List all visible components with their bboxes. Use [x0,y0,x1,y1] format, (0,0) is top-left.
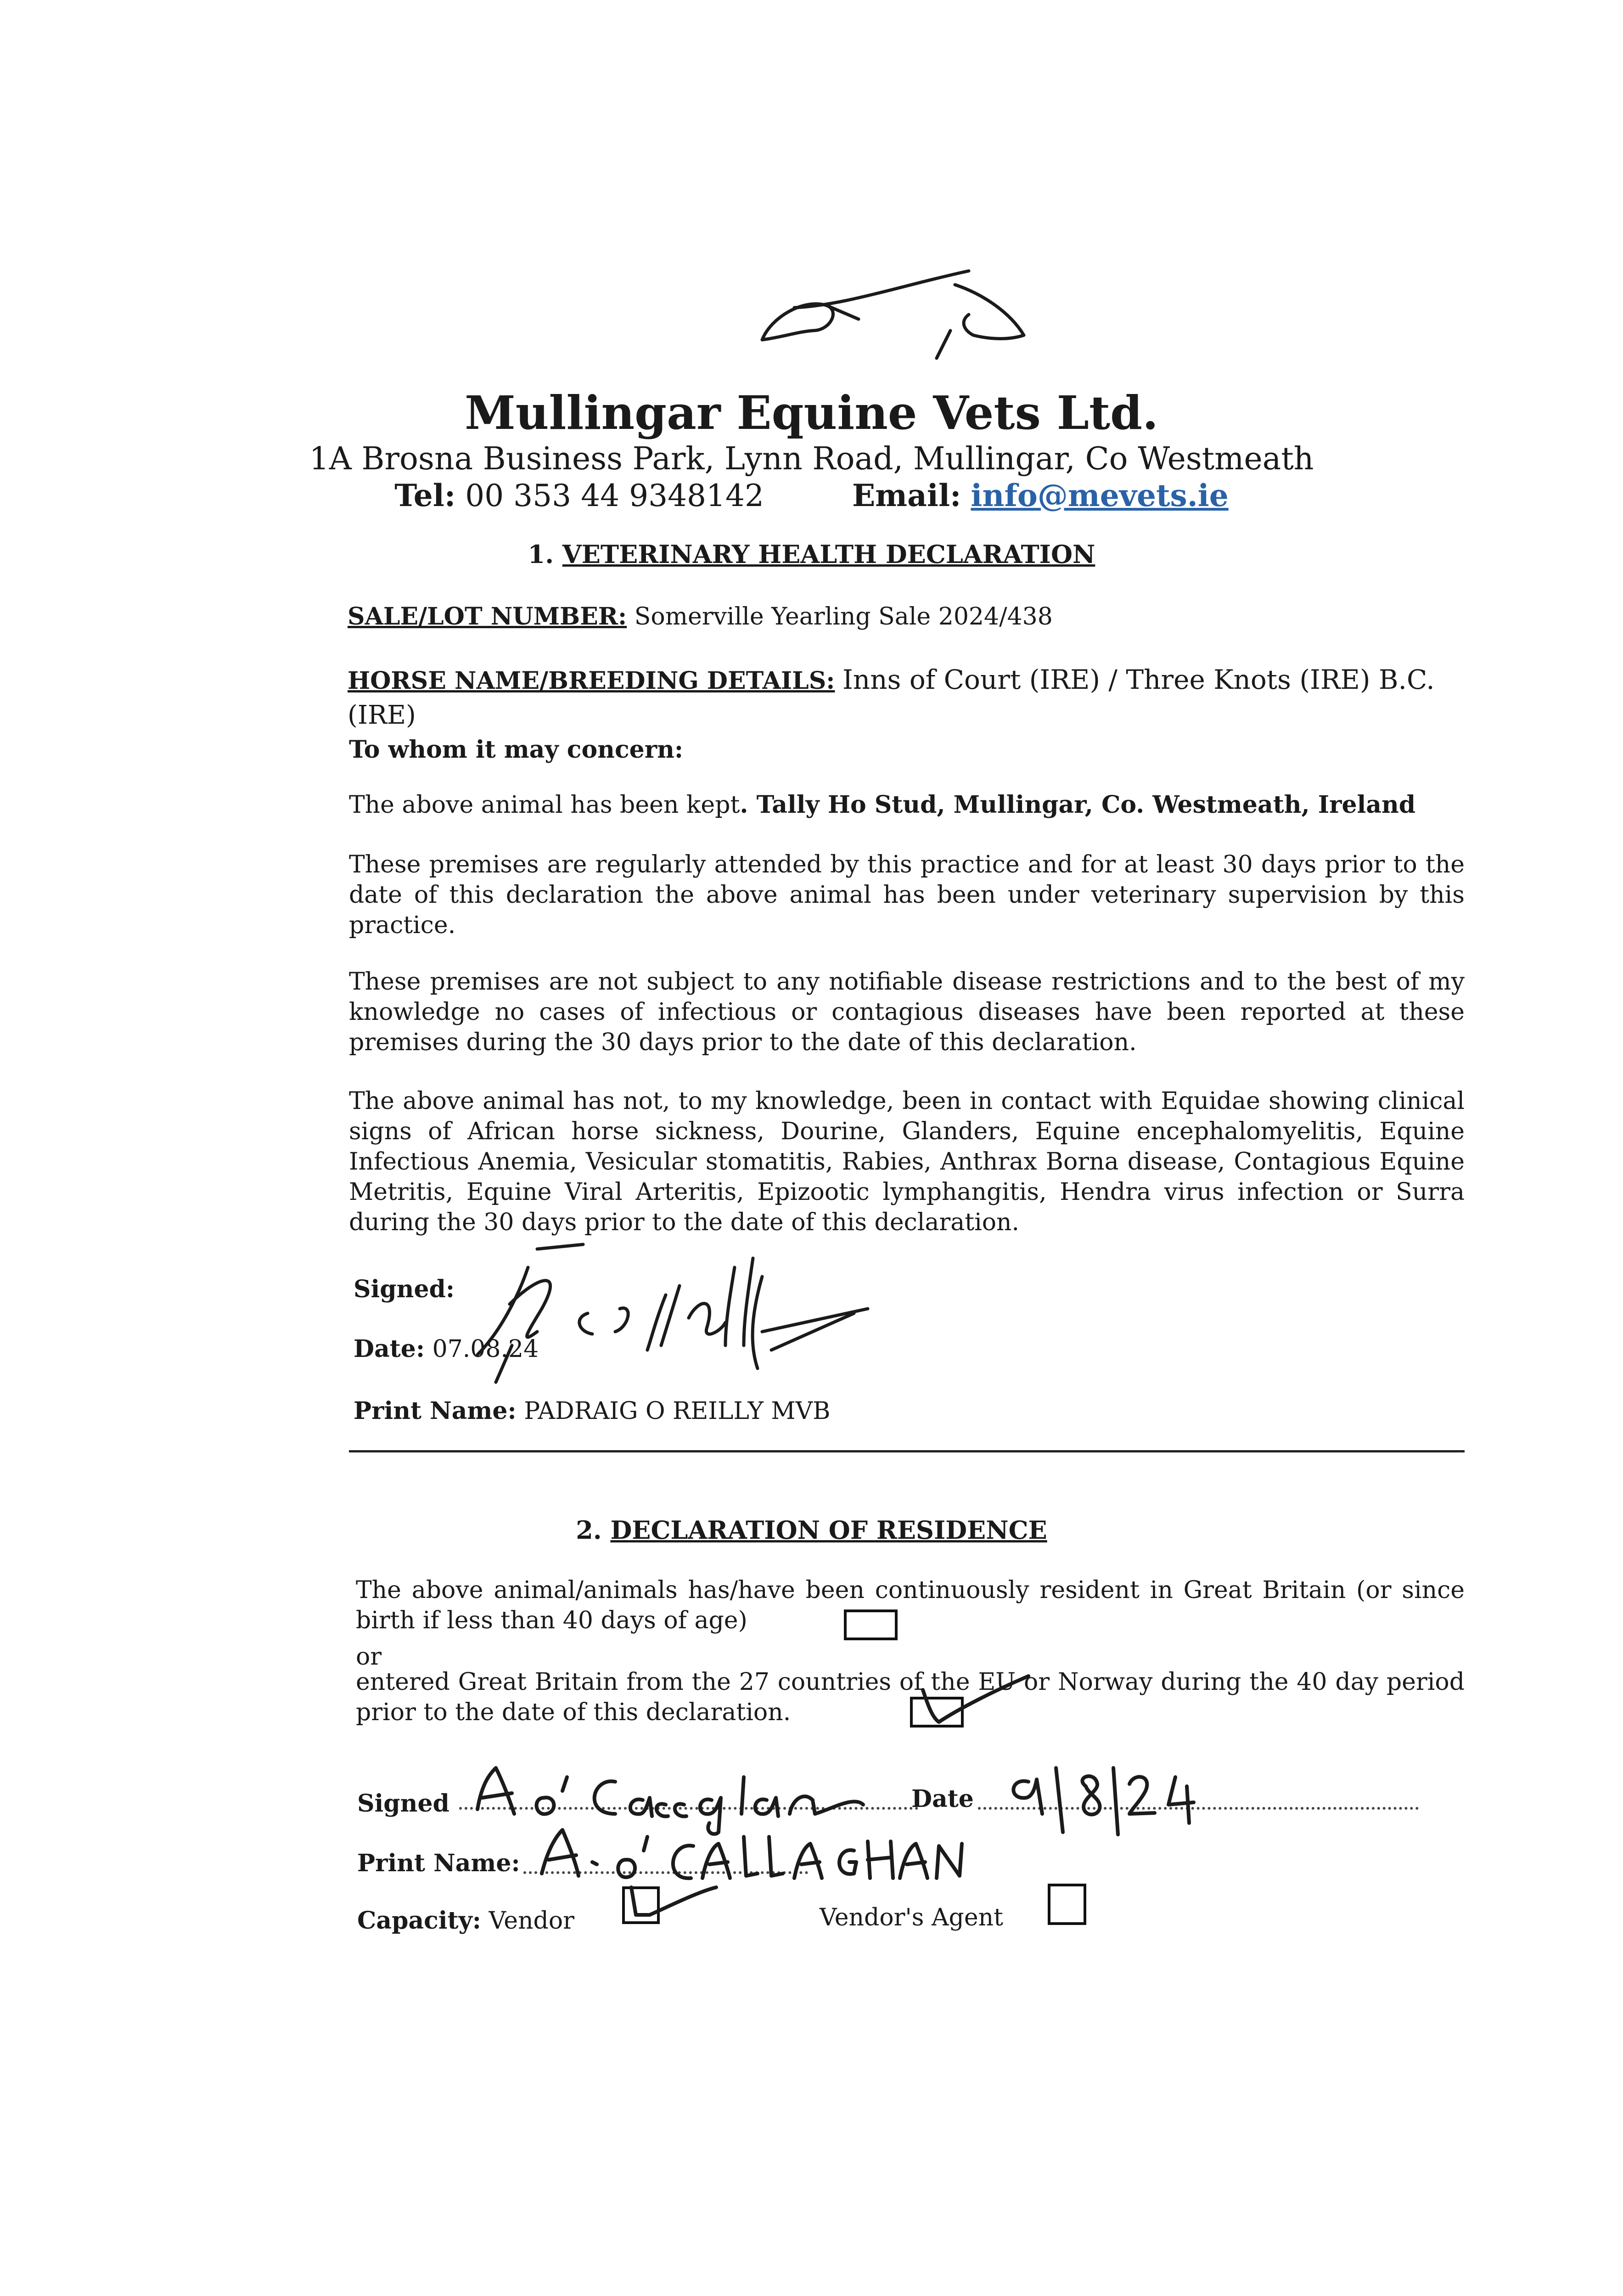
section1-title: VETERINARY HEALTH DECLARATION [562,540,1095,569]
section1-print-label: Print Name: [354,1397,517,1425]
section2-date-label: Date [911,1785,974,1813]
sale-lot-row [348,602,1053,632]
kept-location: . Tally Ho Stud, Mullingar, Co. Westmeath, Ireland [740,791,1416,819]
section1-signed-label: Signed: [354,1275,455,1303]
section1-date-label: Date: [354,1335,425,1363]
vendor-label: Vendor [489,1907,575,1935]
kept-row [349,790,1415,820]
paragraph-notifiable: These premises are not subject to any notifiable disease restrictions and to the best of my knowledge no cases of infectious or contagious diseases have been reported at these premises during the 30 days prior to the date of this declaration. [349,968,1465,1056]
company-address: 1A Brosna Business Park, Lynn Road, Mullingar, Co Westmeath [309,441,1314,477]
or-text: or [356,1643,382,1671]
capacity-row [357,1906,574,1936]
vendor-tick-icon [624,1878,725,1929]
option2-tick-icon [914,1671,1033,1731]
kept-text: The above animal has been kept [349,791,740,819]
section2-signed-label: Signed [357,1790,449,1818]
section1-print-row [354,1396,830,1426]
contact-line [0,478,1623,513]
capacity-label: Capacity: [357,1907,481,1935]
sale-lot-label: SALE/LOT NUMBER: [348,602,627,630]
horse-details-row [348,664,1435,696]
section2-print-label: Print Name: [357,1849,520,1877]
section1-date-value: 07.08.24 [432,1335,539,1363]
handwritten-date-icon [1001,1759,1212,1841]
vendors-agent-checkbox[interactable] [1048,1884,1086,1925]
company-logo [753,262,1038,367]
section2-title: DECLARATION OF RESIDENCE [610,1515,1047,1545]
section1-print-value: PADRAIG O REILLY MVB [524,1397,831,1425]
tel-value: 00 353 44 9348142 [465,478,764,513]
paragraph-equidae-contact: The above animal has not, to my knowledge, been in contact with Equidae showing clinical signs of African horse sickness, Dourine, Glanders, Equine encephalomyelitis, Equine Infectious Anemia, Vesicular stomatitis, Rabies, Anthrax Borna disease, Contagious Equine Metritis, Equine Viral Arteritis, Epizootic lymphangitis, Hendra virus infection or Surra during the 30 days prior to the date of this declaration. [349,1087,1465,1236]
tel-label: Tel: [394,478,456,513]
section1-heading [0,540,1623,569]
horse-details-value: Inns of Court (IRE) / Three Knots (IRE) B.C. [842,664,1435,695]
email-link[interactable]: info@mevets.ie [971,478,1229,513]
greeting: To whom it may concern: [349,736,684,764]
section2-heading [0,1515,1623,1545]
sale-lot-value: Somerville Yearling Sale 2024/438 [634,603,1053,630]
section-divider [349,1450,1465,1452]
residence-option1-checkbox[interactable] [844,1609,898,1640]
residence-option2-text: entered Great Britain from the 27 countries of the EU or Norway during the 40 day period prior to the date of this declaration. [356,1668,1465,1726]
vet-signature-icon [468,1240,882,1387]
vendor-printed-name-icon [533,1818,973,1896]
paragraph-supervision: These premises are regularly attended by this practice and for at least 30 days prior to the date of this declaration the above animal has been under veterinary supervision by this practice. [349,851,1465,939]
residence-option1-text: The above animal/animals has/have been continuously resident in Great Britain (or since birth if less than 40 days of age) [356,1576,1465,1634]
email-label: Email: [852,478,961,513]
horse-details-label: HORSE NAME/BREEDING DETAILS: [348,667,835,695]
company-name: Mullingar Equine Vets Ltd. [465,386,1158,440]
section2-number: 2. [576,1515,602,1545]
vendors-agent-label: Vendor's Agent [820,1904,1004,1931]
section1-number: 1. [528,540,554,569]
horse-details-value-cont: (IRE) [348,700,416,730]
